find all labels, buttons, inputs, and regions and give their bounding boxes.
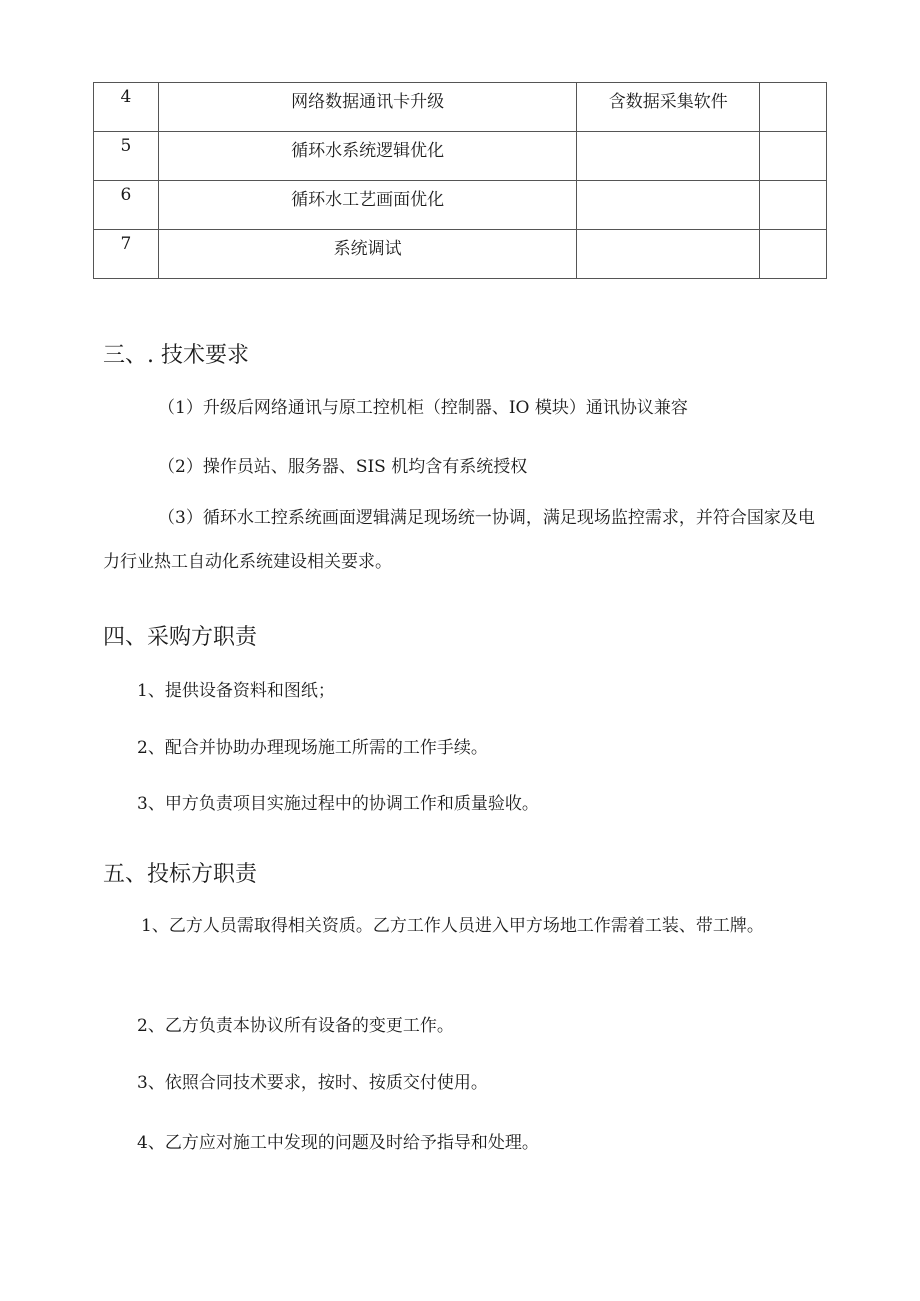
section-5-item-3: 3、依照合同技术要求，按时、按质交付使用。 xyxy=(137,1073,488,1093)
section-5-heading: 五、投标方职责 xyxy=(103,862,258,887)
section-5-item-1: 1、乙方人员需取得相关资质。乙方工作人员进入甲方场地工作需着工装、带工牌。 xyxy=(141,916,764,936)
row-item-name: 网络数据通讯卡升级 xyxy=(158,83,576,132)
row-number: 5 xyxy=(94,132,159,181)
section-3-heading: 三、. 技术要求 xyxy=(103,343,249,368)
section-3-item-2: （2）操作员站、服务器、SIS 机均含有系统授权 xyxy=(158,457,528,477)
row-note xyxy=(577,132,760,181)
section-5-item-4: 4、乙方应对施工中发现的问题及时给予指导和处理。 xyxy=(137,1133,539,1153)
section-3-item-3: （3）循环水工控系统画面逻辑满足现场统一协调，满足现场监控需求，并符合国家及电力行业热工自动化系统建设相关要求。 xyxy=(103,508,815,572)
row-item-name: 循环水系统逻辑优化 xyxy=(158,132,576,181)
row-extra xyxy=(760,83,827,132)
items-table xyxy=(93,82,827,279)
row-number: 7 xyxy=(94,230,159,279)
row-note xyxy=(577,181,760,230)
row-item-name: 循环水工艺画面优化 xyxy=(158,181,576,230)
section-3-item-1: （1）升级后网络通讯与原工控机柜（控制器、IO 模块）通讯协议兼容 xyxy=(158,398,688,418)
section-5-item-2: 2、乙方负责本协议所有设备的变更工作。 xyxy=(137,1016,454,1036)
table-row xyxy=(94,181,827,230)
row-item-name: 系统调试 xyxy=(158,230,576,279)
section-4-item-3: 3、甲方负责项目实施过程中的协调工作和质量验收。 xyxy=(137,794,539,814)
section-4-item-2: 2、配合并协助办理现场施工所需的工作手续。 xyxy=(137,738,488,758)
table-row xyxy=(94,83,827,132)
row-number: 4 xyxy=(94,83,159,132)
table-row xyxy=(94,132,827,181)
row-extra xyxy=(760,230,827,279)
row-note xyxy=(577,230,760,279)
row-extra xyxy=(760,132,827,181)
section-4-heading: 四、采购方职责 xyxy=(103,625,258,650)
row-extra xyxy=(760,181,827,230)
table-row xyxy=(94,230,827,279)
row-number: 6 xyxy=(94,181,159,230)
section-4-item-1: 1、提供设备资料和图纸； xyxy=(137,681,335,701)
row-note: 含数据采集软件 xyxy=(577,83,760,132)
